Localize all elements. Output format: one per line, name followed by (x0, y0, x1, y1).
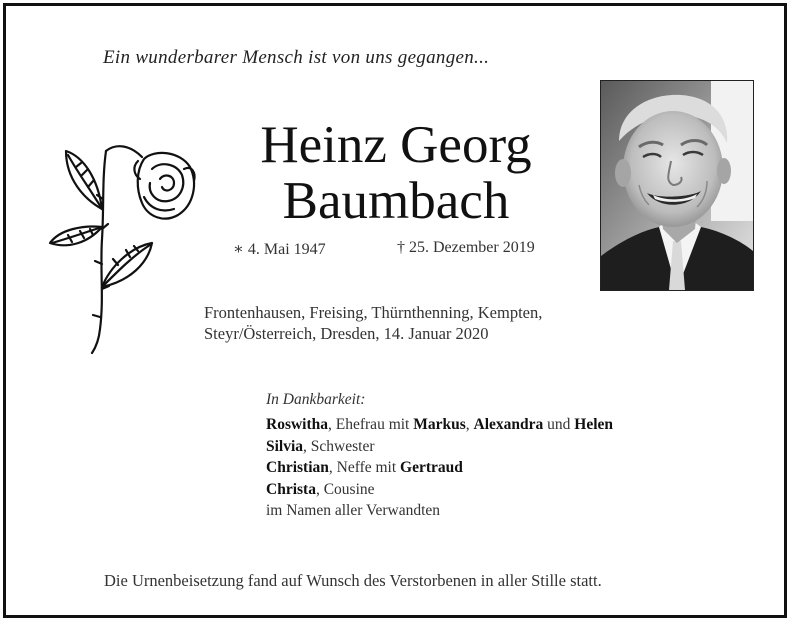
places-line-2: Steyr/Österreich, Dresden, 14. Januar 2020 (204, 324, 489, 343)
mourner-line-2 (266, 436, 706, 458)
mourner-name: Silvia (266, 437, 304, 455)
obituary-notice (3, 3, 787, 618)
motto: Ein wunderbarer Mensch ist von uns gegangen... (103, 47, 490, 68)
mourner-line-1 (266, 414, 706, 436)
mourner-name: Christian (266, 459, 329, 476)
rose-icon (44, 139, 204, 359)
places-line-1: Frontenhausen, Freising, Thürnthenning, Kempten, (204, 303, 543, 322)
mourner-name: Christa (266, 480, 316, 498)
mourner-line-4 (266, 479, 706, 501)
mourner-name: Helen (574, 416, 614, 433)
mourner-name: Alexandra (473, 416, 544, 433)
mourner-relation: , Ehefrau mit (328, 416, 414, 433)
separator: , (465, 416, 474, 433)
mourner-name: Gertraud (400, 459, 463, 476)
mourner-relation: , Cousine (315, 480, 375, 498)
mourner-name: Markus (413, 416, 466, 433)
portrait-photo (600, 80, 754, 291)
thanks-heading: In Dankbarkeit: (266, 391, 366, 408)
mourner-relation: , Schwester (303, 437, 375, 455)
mourner-line-3 (266, 457, 706, 479)
mourner-relation: , Neffe mit (328, 459, 401, 476)
name-first-line: Heinz Georg (260, 116, 532, 174)
connector: und (543, 416, 575, 433)
footer-note: Die Urnenbeisetzung fand auf Wunsch des Verstorbenen in aller Stille statt. (104, 571, 602, 590)
mourner-line-5: im Namen aller Verwandten (266, 502, 441, 519)
death-date: † 25. Dezember 2019 (397, 239, 535, 256)
name-second-line: Baumbach (282, 172, 510, 230)
places-and-date (204, 302, 604, 344)
mourner-name: Roswitha (266, 416, 329, 433)
mourners-list (266, 414, 706, 522)
birth-date: ∗ 4. Mai 1947 (233, 241, 326, 258)
